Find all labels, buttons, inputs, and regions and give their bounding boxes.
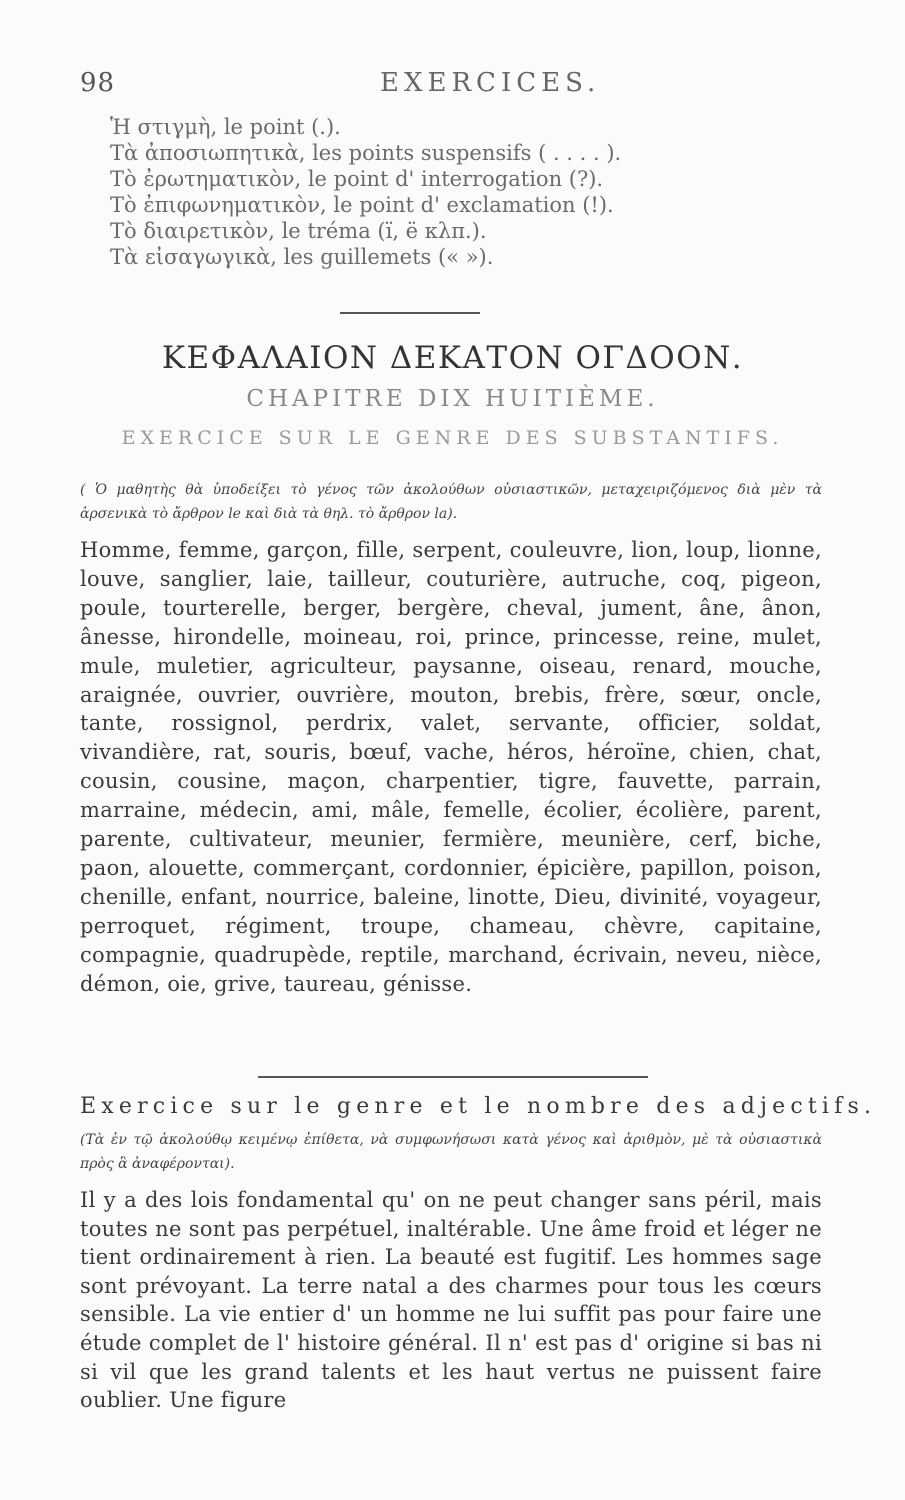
chapter-title-greek: ΚΕΦΑΛΑΙΟΝ ΔΕΚΑΤΟΝ ΟΓΔΟΟΝ. xyxy=(161,340,744,376)
page-header xyxy=(0,68,905,108)
adjective-exercise-instructions: (Τὰ ἐν τῷ ἀκολούθῳ κειμένῳ ἐπίθετα, νὰ συμφωνήσωσι κατὰ γένος καὶ ἀριθμὸν, μὲ τὰ οὐσιαστικὰ πρὸς ἃ ἀναφέρονται). xyxy=(80,1132,822,1172)
punctuation-line: Τὰ ἀποσιωπητικὰ, les points suspensifs ( . . . . ). xyxy=(110,141,622,165)
section-divider xyxy=(258,1076,648,1078)
punctuation-line: Τὸ διαιρετικὸν, le tréma (ï, ë κλπ.). xyxy=(110,219,487,243)
adjective-exercise-text: Il y a des lois fondamental qu' on ne peut changer sans péril, mais toutes ne sont pas perpétuel, inaltérable. Une âme froid et léger ne tient ordinairement à rien. La beauté est fugitif. Les hommes sage sont prévoyant. La terre natal a des charmes pour tous les cœurs sensible. La vie entier d' un homme ne lui suffit pas pour faire une étude complet de l' histoire général. Il n' est pas d' origine si bas ni si vil que les grand talents et les haut vertus ne puissent faire oublier. Une figure xyxy=(80,1188,822,1413)
running-head: EXERCICES. xyxy=(380,68,601,98)
exercise-heading: EXERCICE SUR LE GENRE DES SUBSTANTIFS. xyxy=(121,427,784,449)
chapter-title-french: CHAPITRE DIX HUITIÈME. xyxy=(246,386,659,412)
punctuation-line: Τὸ ἐπιφωνηματικὸν, le point d' exclamation (!). xyxy=(110,193,614,217)
adjective-exercise-title: Exercice sur le genre et le nombre des adjectifs. xyxy=(80,1094,877,1119)
punctuation-line: Τὰ εἰσαγωγικὰ, les guillemets (« »). xyxy=(110,245,494,269)
punctuation-line: Ἡ στιγμὴ, le point (.). xyxy=(110,115,341,139)
exercise-instructions: ( Ὁ μαθητὴς θὰ ὑποδείξει τὸ γένος τῶν ἀκολούθων οὐσιαστικῶν, μεταχειριζόμενος διὰ μὲν τὰ ἀρσενικὰ τὸ ἄρθρον le καὶ διὰ τὰ θηλ. τὸ ἄρθρον la). xyxy=(80,482,822,522)
punctuation-list xyxy=(110,114,850,270)
page-number: 98 xyxy=(80,68,116,98)
punctuation-line: Τὸ ἐρωτηματικὸν, le point d' interrogation (?). xyxy=(110,167,604,191)
noun-list-paragraph: Homme, femme, garçon, fille, serpent, couleuvre, lion, loup, lionne, louve, sanglier, laie, tailleur, couturière, autruche, coq, pigeon, poule, tourterelle, berger, bergère, cheval, jument, âne, ânon, ânesse, hirondelle, moineau, roi, prince, princesse, reine, mulet, mule, muletier, agriculteur, paysanne, oiseau, renard, mouche, araignée, ouvrier, ouvrière, mouton, brebis, frère, sœur, oncle, tante, rossignol, perdrix, valet, servante, officier, soldat, vivandière, rat, souris, bœuf, vache, héros, héroïne, chien, chat, cousin, cousine, maçon, charpentier, tigre, fauvette, parrain, marraine, médecin, ami, mâle, femelle, écolier, écolière, parent, parente, cultivateur, meunier, fermière, meunière, cerf, biche, paon, alouette, commerçant, cordonnier, épicière, papillon, poison, chenille, enfant, nourrice, baleine, linotte, Dieu, divinité, voyageur, perroquet, régiment, troupe, chameau, chèvre, capitaine, compagnie, quadrupède, reptile, marchand, écrivain, neveu, nièce, démon, oie, grive, taureau, génisse. xyxy=(80,538,822,996)
section-divider xyxy=(340,312,480,314)
